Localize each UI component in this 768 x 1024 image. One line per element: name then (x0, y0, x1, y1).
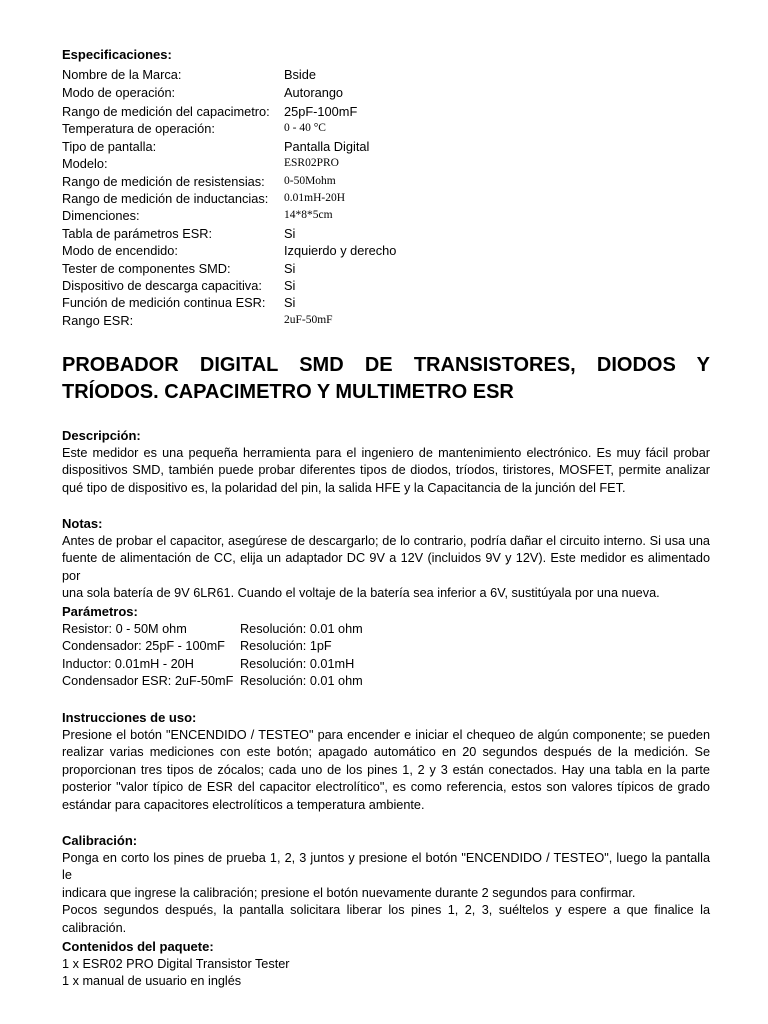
instructions-line: proporcionan tres tipos de zócalos; cada uno de los pines 1, 2 y 3 están conectados. Hay una tabla en la parte (62, 762, 710, 777)
spec-key: Nombre de la Marca: (62, 67, 182, 82)
notes-heading: Notas: (62, 516, 103, 531)
instructions-line: posterior "valor típico de ESR del capacitor electrolítico", es como referencia, estos son valores típicos de grado (62, 780, 710, 795)
spec-key: Modelo: (62, 156, 108, 172)
package-section (62, 938, 710, 991)
calibration-line: Ponga en corto los pines de prueba 1, 2, 3 juntos y presione el botón "ENCENDIDO / TESTEO", luego la pantalla le (62, 850, 710, 883)
spec-value: Pantalla Digital (284, 138, 370, 154)
spec-row (62, 83, 710, 102)
spec-value: 14*8*5cm (284, 209, 333, 222)
spec-key: Tipo de pantalla: (62, 138, 157, 154)
package-heading: Contenidos del paquete: (62, 939, 214, 954)
spec-key: Modo de operación: (62, 85, 176, 101)
spec-key: Temperatura de operación: (62, 121, 215, 137)
spec-row (62, 260, 710, 277)
notes-line: Antes de probar el capacitor, asegúrese de descargarlo; de lo contrario, podría dañar el circuito interno. Si usa una (62, 533, 710, 548)
description-section (62, 427, 710, 497)
package-item: 1 x ESR02 PRO Digital Transistor Tester (62, 956, 290, 971)
calibration-heading: Calibración: (62, 833, 138, 848)
spec-value: 2uF-50mF (284, 313, 333, 326)
parameters-section (62, 603, 710, 691)
spec-value: 0-50Mohm (284, 174, 336, 187)
spec-row (62, 225, 710, 242)
parameter-row (62, 656, 710, 674)
package-item: 1 x manual de usuario en inglés (62, 974, 242, 989)
spec-key: Rango ESR: (62, 312, 134, 328)
spec-value: Si (284, 260, 296, 276)
spec-row (62, 173, 710, 190)
product-title: PROBADOR DIGITAL SMD DE TRANSISTORES, DIODOS Y TRÍODOS. CAPACIMETRO Y MULTIMETRO ESR (62, 354, 710, 403)
notes-text (62, 533, 710, 603)
spec-key: Dispositivo de descarga capacitiva: (62, 277, 262, 293)
calibration-section (62, 832, 710, 937)
spec-key: Tester de componentes SMD: (62, 260, 231, 276)
spec-key: Rango de medición del capacimetro: (62, 104, 270, 120)
spec-value: Izquierdo y derecho (284, 243, 397, 259)
parameter-row (62, 673, 710, 691)
spec-key: Dimenciones: (62, 208, 140, 224)
spec-row (62, 66, 710, 83)
spec-key: Función de medición continua ESR: (62, 295, 266, 311)
spec-value: 0.01mH-20H (284, 191, 346, 204)
parameter-range: Inductor: 0.01mH - 20H (62, 656, 194, 671)
description-line: dispositivos SMD, también puede probar diferentes tipos de diodos, tríodos, tiristores, MOSFET, permite analizar (62, 463, 710, 478)
parameter-range: Condensador: 25pF - 100mF (62, 639, 225, 654)
calibration-text (62, 850, 710, 938)
spec-value: Si (284, 295, 296, 311)
spec-row (62, 312, 710, 329)
parameter-row (62, 621, 710, 639)
specifications-table (62, 66, 710, 329)
spec-value: Si (284, 225, 296, 241)
specifications-heading: Especificaciones: (62, 47, 172, 62)
calibration-line: indicara que ingrese la calibración; presione el botón nuevamente durante 2 segundos para confirmar. (62, 885, 636, 900)
description-line: Este medidor es una pequeña herramienta para el ingeniero de mantenimiento electrónico. Es muy fácil probar (62, 445, 710, 460)
spec-row (62, 207, 710, 224)
spec-value: Autorango (284, 85, 344, 101)
spec-value: 25pF-100mF (284, 104, 358, 120)
instructions-text (62, 727, 710, 815)
spec-row (62, 138, 710, 155)
spec-key: Rango de medición de resistensias: (62, 173, 265, 189)
spec-row (62, 120, 710, 137)
parameter-range: Resistor: 0 - 50M ohm (62, 621, 187, 636)
spec-row (62, 294, 710, 311)
calibration-line: Pocos segundos después, la pantalla solicitara liberar los pines 1, 2, 3, suéltelos y espere a que finalice la (62, 903, 710, 918)
instructions-line: estándar para capacitores electrolíticos a temperatura ambiente. (62, 797, 425, 812)
parameter-resolution: Resolución: 0.01mH (240, 656, 355, 671)
notes-section (62, 515, 710, 603)
description-text (62, 445, 710, 498)
parameter-resolution: Resolución: 1pF (240, 639, 332, 654)
spec-key: Rango de medición de inductancias: (62, 190, 269, 206)
instructions-section (62, 709, 710, 814)
spec-key: Tabla de parámetros ESR: (62, 225, 213, 241)
spec-value: Si (284, 277, 296, 293)
parameters-heading: Parámetros: (62, 604, 138, 619)
spec-row (62, 190, 710, 207)
spec-row (62, 242, 710, 259)
description-heading: Descripción: (62, 428, 141, 443)
spec-row (62, 155, 710, 172)
spec-row (62, 102, 710, 120)
spec-value: ESR02PRO (284, 157, 339, 170)
notes-line: una sola batería de 9V 6LR61. Cuando el voltaje de la batería sea inferior a 6V, sustitúyala por una nueva. (62, 586, 660, 601)
parameter-resolution: Resolución: 0.01 ohm (240, 621, 363, 636)
spec-value: Bside (284, 67, 317, 82)
parameter-range: Condensador ESR: 2uF-50mF (62, 674, 234, 689)
calibration-line: calibración. (62, 920, 127, 935)
notes-line: fuente de alimentación de CC, elija un adaptador DC 9V a 12V (incluidos 9V y 12V). Este medidor es alimentado por (62, 551, 710, 583)
parameter-resolution: Resolución: 0.01 ohm (240, 674, 363, 689)
instructions-heading: Instrucciones de uso: (62, 710, 197, 725)
instructions-line: realizar varias mediciones con este botón; apagado automático en 20 segundos después de la medición. Se (62, 745, 710, 760)
spec-value: 0 - 40 °C (284, 122, 326, 135)
spec-row (62, 277, 710, 294)
description-line: qué tipo de dispositivo es, la polaridad del pin, la salida HFE y la Capacitancia de la junción del FET. (62, 480, 626, 495)
instructions-line: Presione el botón "ENCENDIDO / TESTEO" para encender e iniciar el chequeo de algún componente; se pueden (62, 727, 710, 742)
parameter-row (62, 638, 710, 656)
spec-key: Modo de encendido: (62, 243, 178, 259)
